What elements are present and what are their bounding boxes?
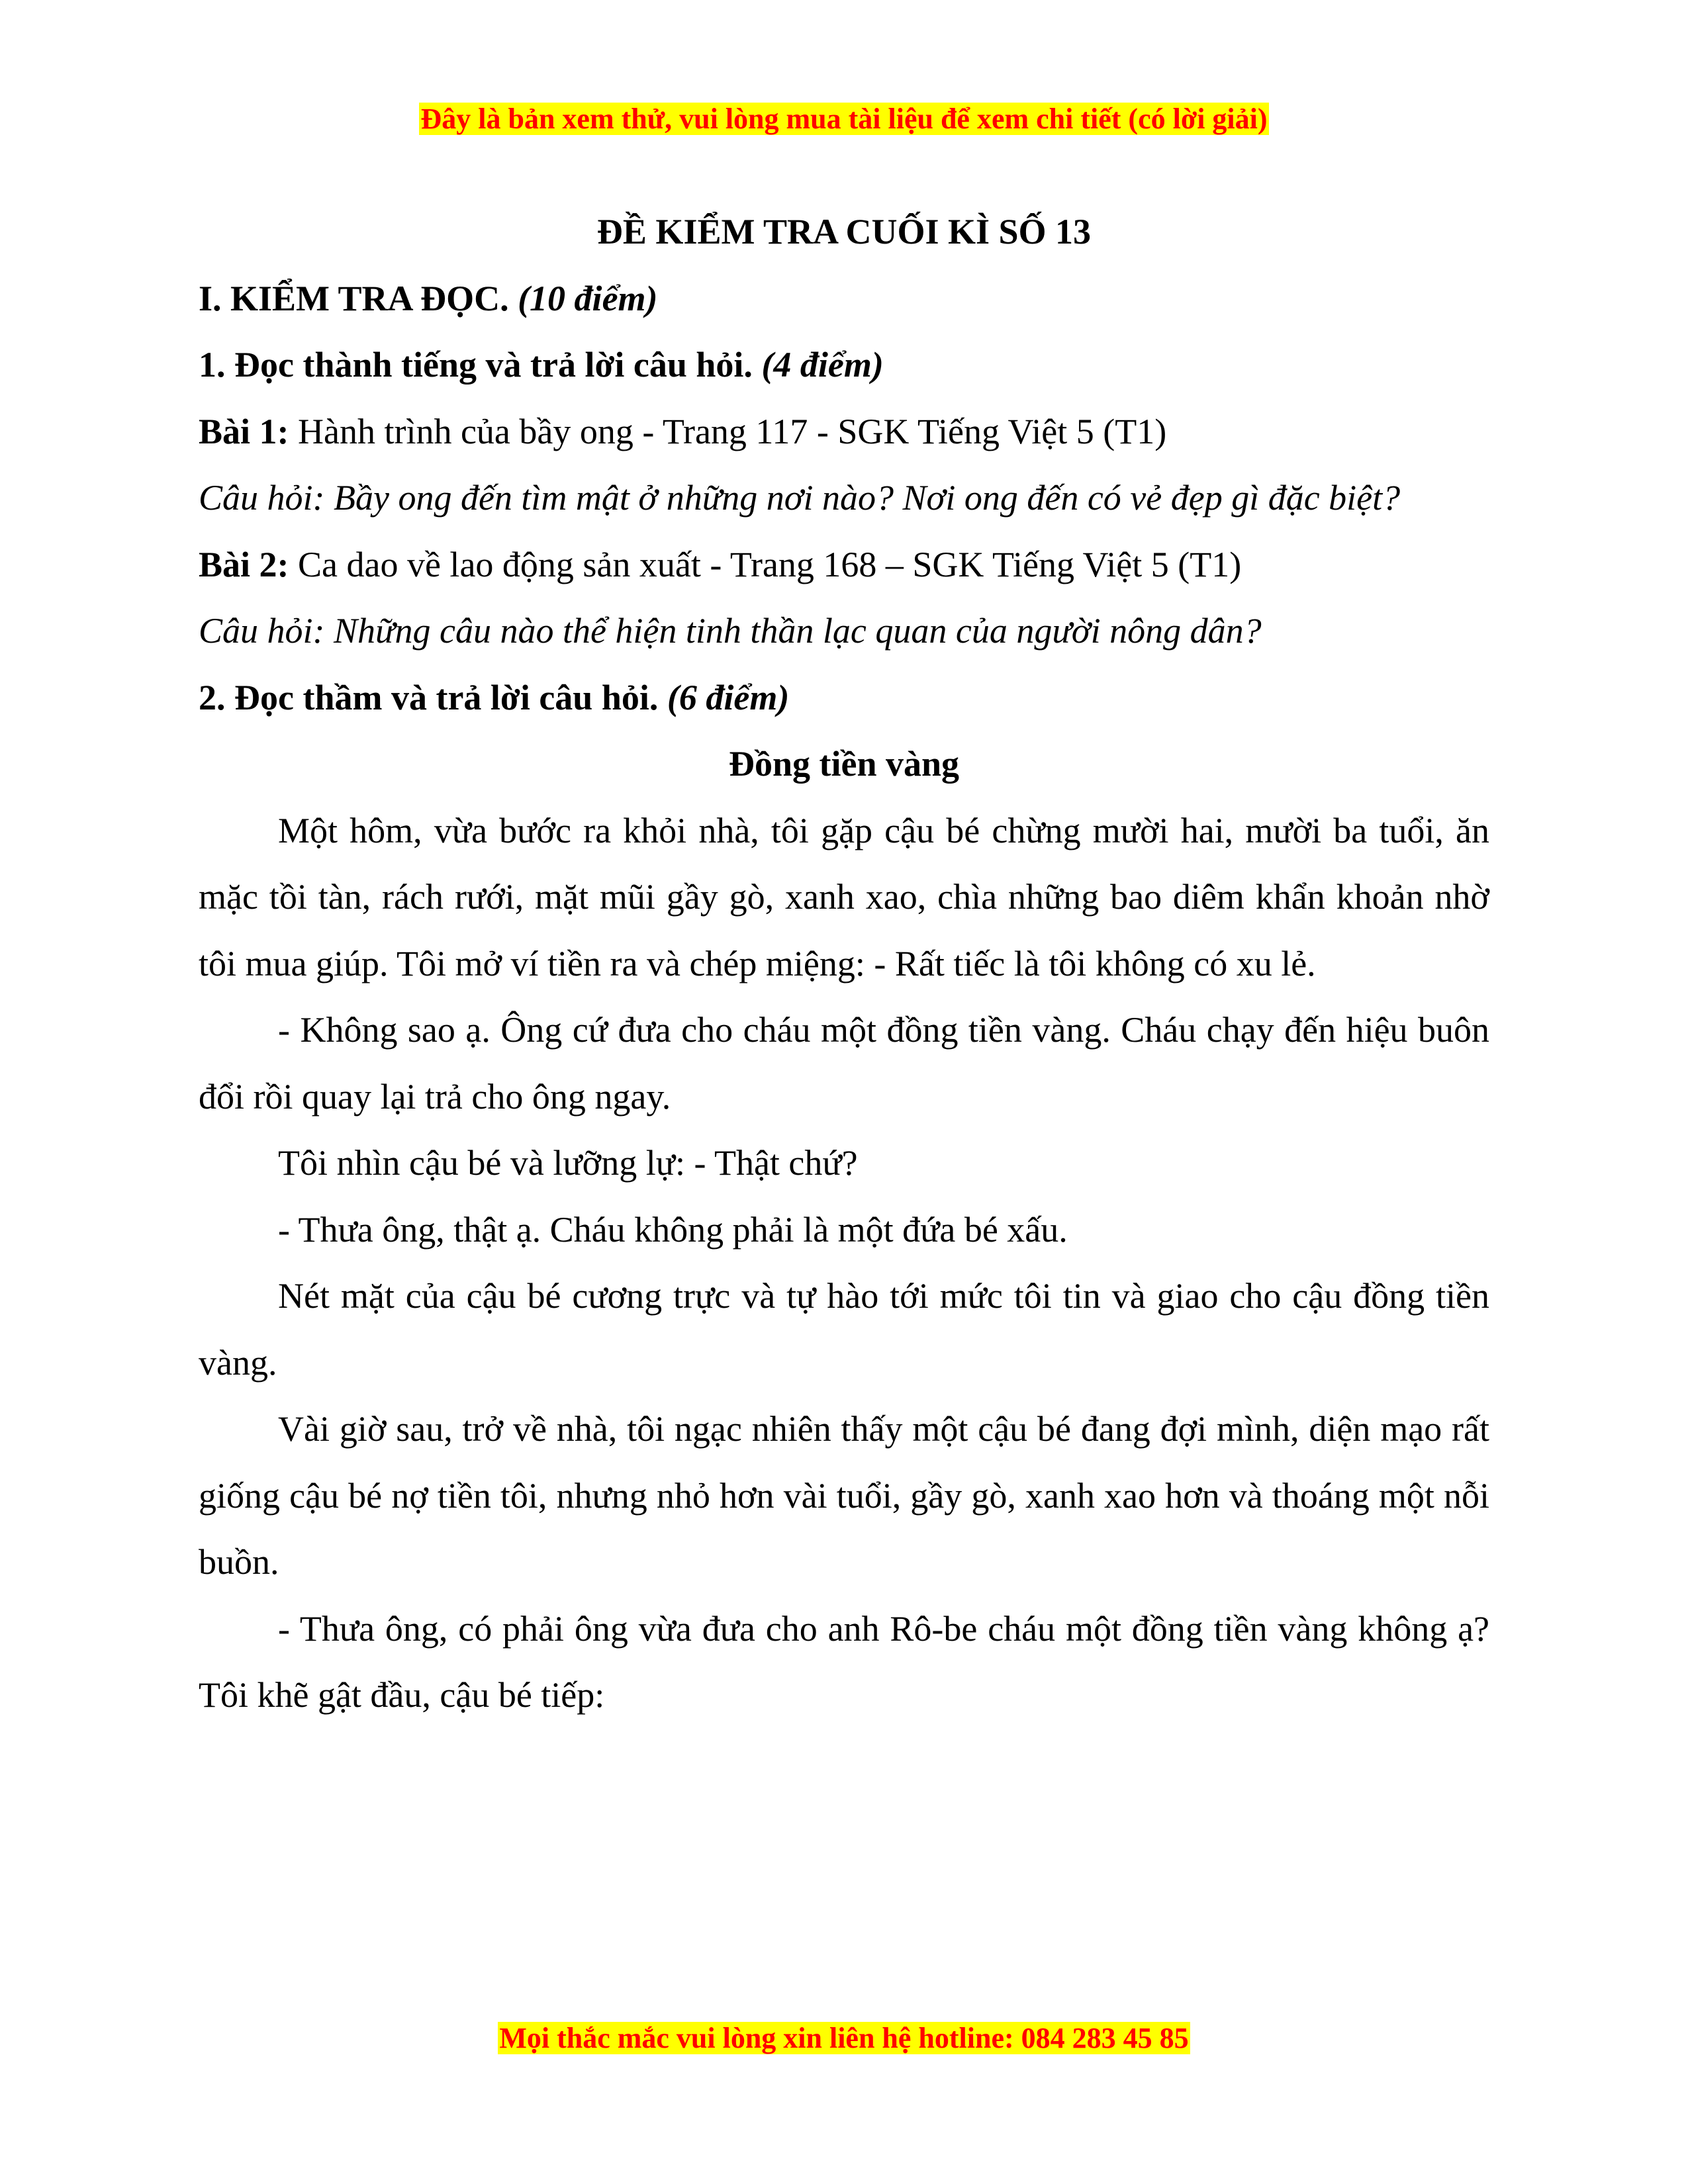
- hotline-banner: [0, 2019, 1688, 2058]
- story-paragraph: Một hôm, vừa bước ra khỏi nhà, tôi gặp cậu bé chừng mười hai, mười ba tuổi, ăn mặc tồi tàn, rách rưới, mặt mũi gầy gò, xanh xao, chìa những bao diêm khẩn khoản nhờ tôi mua giúp. Tôi mở ví tiền ra và chép miệng: - Rất tiếc là tôi không có xu lẻ.: [199, 810, 1489, 983]
- part-2-heading: [199, 664, 1489, 731]
- part-1-title: 1. Đọc thành tiếng và trả lời câu hỏi.: [199, 345, 753, 385]
- story-paragraph: - Thưa ông, có phải ông vừa đưa cho anh Rô-be cháu một đồng tiền vàng không ạ? Tôi khẽ gật đầu, cậu bé tiếp:: [199, 1608, 1489, 1715]
- lesson-1-question: Câu hỏi: Bầy ong đến tìm mật ở những nơi nào? Nơi ong đến có vẻ đẹp gì đặc biệt?: [199, 478, 1401, 518]
- section-1-heading: [199, 265, 1489, 332]
- hotline-text: Mọi thắc mắc vui lòng xin liên hệ hotline: 084 283 45 85: [499, 2022, 1189, 2054]
- preview-notice-text: Đây là bản xem thử, vui lòng mua tài liệu để xem chi tiết (có lời giải): [420, 103, 1268, 135]
- lesson-2-text: Ca dao về lao động sản xuất - Trang 168 – SGK Tiếng Việt 5 (T1): [298, 544, 1242, 584]
- part-2-title: 2. Đọc thầm và trả lời câu hỏi.: [199, 677, 659, 717]
- story-paragraph: Tôi nhìn cậu bé và lưỡng lự: - Thật chứ?: [278, 1143, 858, 1183]
- lesson-1-label: Bài 1:: [199, 411, 289, 451]
- lesson-2-label: Bài 2:: [199, 544, 289, 584]
- part-2-points: (6 điểm): [667, 677, 790, 717]
- story-paragraph: Vài giờ sau, trở về nhà, tôi ngạc nhiên thấy một cậu bé đang đợi mình, diện mạo rất giống cậu bé nợ tiền tôi, nhưng nhỏ hơn vài tuổi, gầy gò, xanh xao hơn và thoáng một nỗi buồn.: [199, 1409, 1489, 1582]
- document-body: [199, 199, 1489, 1729]
- document-title: ĐỀ KIỂM TRA CUỐI KÌ SỐ 13: [596, 212, 1092, 251]
- part-1-points: (4 điểm): [761, 345, 884, 385]
- section-1-points: (10 điểm): [518, 278, 658, 318]
- lesson-2-question: Câu hỏi: Những câu nào thể hiện tinh thần lạc quan của người nông dân?: [199, 611, 1262, 651]
- part-1-heading: [199, 332, 1489, 398]
- story-title: Đồng tiền vàng: [728, 744, 960, 784]
- lesson-1-text: Hành trình của bầy ong - Trang 117 - SGK Tiếng Việt 5 (T1): [298, 411, 1167, 451]
- story-paragraph: Nét mặt của cậu bé cương trực và tự hào tới mức tôi tin và giao cho cậu đồng tiền vàng.: [199, 1276, 1489, 1383]
- section-1-title: I. KIỂM TRA ĐỌC.: [199, 278, 509, 318]
- lesson-2: [199, 531, 1489, 598]
- lesson-1: [199, 398, 1489, 465]
- preview-notice-banner: [0, 99, 1688, 139]
- story-paragraph: - Không sao ạ. Ông cứ đưa cho cháu một đồng tiền vàng. Cháu chạy đến hiệu buôn đổi rồi quay lại trả cho ông ngay.: [199, 1010, 1489, 1116]
- story-paragraph: - Thưa ông, thật ạ. Cháu không phải là một đứa bé xấu.: [278, 1209, 1068, 1250]
